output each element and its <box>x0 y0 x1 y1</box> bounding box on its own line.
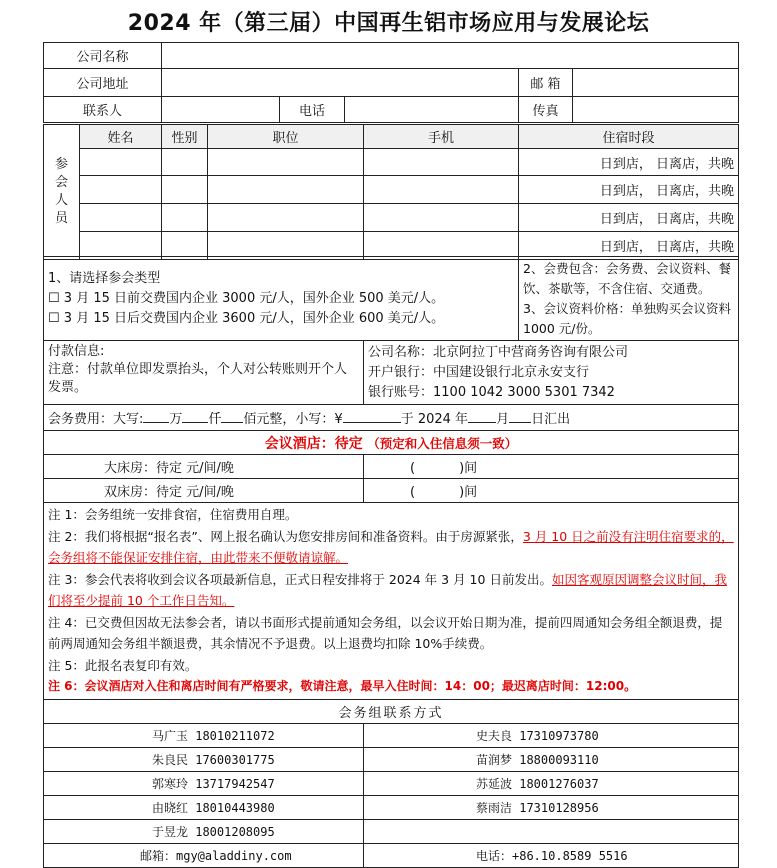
payee-bank: 开户银行：中国建设银行北京永安支行 <box>368 364 590 380</box>
col-name: 姓名 <box>80 125 162 149</box>
attendee-position-input[interactable] <box>208 149 364 176</box>
contact-right <box>364 819 739 843</box>
attendee-stay-cell[interactable]: 日到店， 日离店，共晚 <box>519 176 739 204</box>
attendee-mobile-input[interactable] <box>364 149 519 176</box>
contact-left: 郭寒玲 13717942547 <box>44 771 364 795</box>
rooms-close: )间 <box>459 461 478 476</box>
attendee-position-input[interactable] <box>208 204 364 232</box>
col-stay: 住宿时段 <box>519 125 739 149</box>
company-info-table <box>43 42 739 123</box>
attendee-mobile-input[interactable] <box>364 176 519 204</box>
postcode-label: 邮 箱 <box>519 69 573 97</box>
payee-company: 公司名称：北京阿拉丁中营商务咨询有限公司 <box>368 344 629 360</box>
notes-cell <box>44 503 739 700</box>
phone-field[interactable] <box>345 97 519 123</box>
rooms-close: )间 <box>459 485 478 500</box>
attendees-side-label: 参会人员 <box>44 125 80 260</box>
fee-qian: 仟 <box>208 412 222 427</box>
fee-wan: 万 <box>169 412 183 427</box>
attendee-stay-cell[interactable]: 日到店， 日离店，共晚 <box>519 232 739 260</box>
col-position: 职位 <box>208 125 364 149</box>
attendee-name-input[interactable] <box>80 176 162 204</box>
materials-price: 3、会议资料价格：单独购买会议资料 1000 元/份。 <box>523 300 731 336</box>
registration-type-cell <box>44 257 519 341</box>
contact-email[interactable]: 邮箱：mgy@aladdiny.com <box>44 843 364 867</box>
attendee-name-input[interactable] <box>80 149 162 176</box>
postcode-field[interactable] <box>573 69 739 97</box>
fee-month: 月 <box>496 412 510 427</box>
contact-right: 蔡雨洁 17310128956 <box>364 795 739 819</box>
payment-label: 付款信息: <box>48 344 105 359</box>
fax-label: 传真 <box>519 97 573 123</box>
fee-info-cell <box>519 257 739 341</box>
attendee-stay-cell[interactable]: 日到店， 日离店，共晚 <box>519 204 739 232</box>
attendee-stay-cell[interactable]: 日到店， 日离店，共晚 <box>519 149 739 176</box>
attendee-gender-input[interactable] <box>162 204 208 232</box>
fee-includes: 2、会费包含：会务费、会议资料、餐饮、茶歇等，不含住宿、交通费。 <box>523 260 731 296</box>
attendee-name-input[interactable] <box>80 204 162 232</box>
company-address-field[interactable] <box>162 69 519 97</box>
payee-account: 银行账号：1100 1042 3000 5301 7342 <box>368 384 615 400</box>
attendee-mobile-input[interactable] <box>364 204 519 232</box>
bank-info-cell <box>364 341 739 405</box>
twin-bed-rooms[interactable] <box>364 479 739 503</box>
note-3-warning: 如因客观原因调整会议时间，我们将至少提前 10 个工作日告知。 <box>48 571 727 608</box>
big-bed-label: 大床房：待定 元/间/晚 <box>44 455 364 479</box>
fee-day: 日汇出 <box>531 412 571 427</box>
phone-label: 电话 <box>280 97 345 123</box>
payment-note-cell <box>44 341 364 405</box>
fax-field[interactable] <box>573 97 739 123</box>
note-5: 注 5：此报名表复印有效。 <box>48 657 198 673</box>
contact-right: 苏延波 18001276037 <box>364 771 739 795</box>
big-bed-rooms[interactable] <box>364 455 739 479</box>
contacts-heading: 会务组联系方式 <box>44 699 739 723</box>
fee-prefix: 会务费用：大写: <box>48 412 144 427</box>
col-gender: 性别 <box>162 125 208 149</box>
hotel-subtitle: （预定和入住信息须一致） <box>367 435 518 451</box>
note-2 <box>48 526 734 569</box>
hotel-title-row <box>44 431 739 455</box>
note-3 <box>48 569 734 612</box>
contact-right: 史夫良 17310973780 <box>364 723 739 747</box>
company-address-label: 公司地址 <box>44 69 162 97</box>
company-name-label: 公司名称 <box>44 43 162 69</box>
details-table <box>43 256 739 868</box>
contact-left: 马广玉 18010211072 <box>44 723 364 747</box>
registration-option-late[interactable]: ☐ 3 月 15 日后交费国内企业 3600 元/人，国外企业 600 美元/人。 <box>48 310 445 326</box>
contact-right: 苗润梦 18800093110 <box>364 747 739 771</box>
fee-year: 于 2024 年 <box>400 412 469 427</box>
payment-note: 注意：付款单位即发票抬头，个人对公转账则开个人发票。 <box>48 362 348 395</box>
rooms-open: ( <box>410 485 416 500</box>
attendee-gender-input[interactable] <box>162 149 208 176</box>
col-mobile: 手机 <box>364 125 519 149</box>
note-1: 注 1：会务组统一安排食宿，住宿费用自理。 <box>48 507 298 522</box>
twin-bed-label: 双床房：待定 元/间/晚 <box>44 479 364 503</box>
attendees-table <box>43 124 739 260</box>
contact-left: 于昱龙 18001208095 <box>44 819 364 843</box>
contact-field[interactable] <box>162 97 280 123</box>
company-name-field[interactable] <box>162 43 739 69</box>
note-6: 注 6：会议酒店对入住和离店时间有严格要求，敬请注意，最早入住时间：14：00；最迟离店时间：12:00。 <box>48 679 637 693</box>
attendee-position-input[interactable] <box>208 176 364 204</box>
note-4: 注 4：已交费但因故无法参会者，请以书面形式提前通知会务组，以会议开始日期为准，提前四周通知会务组全额退费，提前两周通知会务组半额退费，其余情况不予退费。以上退费均扣除 10%手续费。 <box>48 614 723 651</box>
fee-bai: 佰元整，小写：¥ <box>243 412 343 427</box>
contact-tel: 电话：+86.10.8589 5516 <box>364 843 739 867</box>
fee-amount-row[interactable] <box>44 405 739 431</box>
attendee-gender-input[interactable] <box>162 176 208 204</box>
note-2-warning: 3 月 10 日之前没有注明住宿要求的，会务组将不能保证安排住宿，由此带来不便敬请谅解。 <box>48 528 734 565</box>
rooms-open: ( <box>410 461 416 476</box>
registration-option-early[interactable]: ☐ 3 月 15 日前交费国内企业 3000 元/人，国外企业 500 美元/人。 <box>48 290 445 306</box>
contact-label: 联系人 <box>44 97 162 123</box>
registration-heading: 1、请选择参会类型 <box>48 270 161 286</box>
form-title: 2024 年（第三届）中国再生铝市场应用与发展论坛 <box>127 11 650 36</box>
note-3-text: 注 3：参会代表将收到会议各项最新信息，正式日程安排将于 2024 年 3 月 10 日前发出。 <box>48 571 552 587</box>
contact-left: 由晓红 18010443980 <box>44 795 364 819</box>
hotel-title: 会议酒店：待定 <box>264 435 363 452</box>
note-2-text: 注 2：我们将根据“报名表”、网上报名确认为您安排房间和准备资料。由于房源紧张， <box>48 528 523 544</box>
contact-left: 朱良民 17600301775 <box>44 747 364 771</box>
